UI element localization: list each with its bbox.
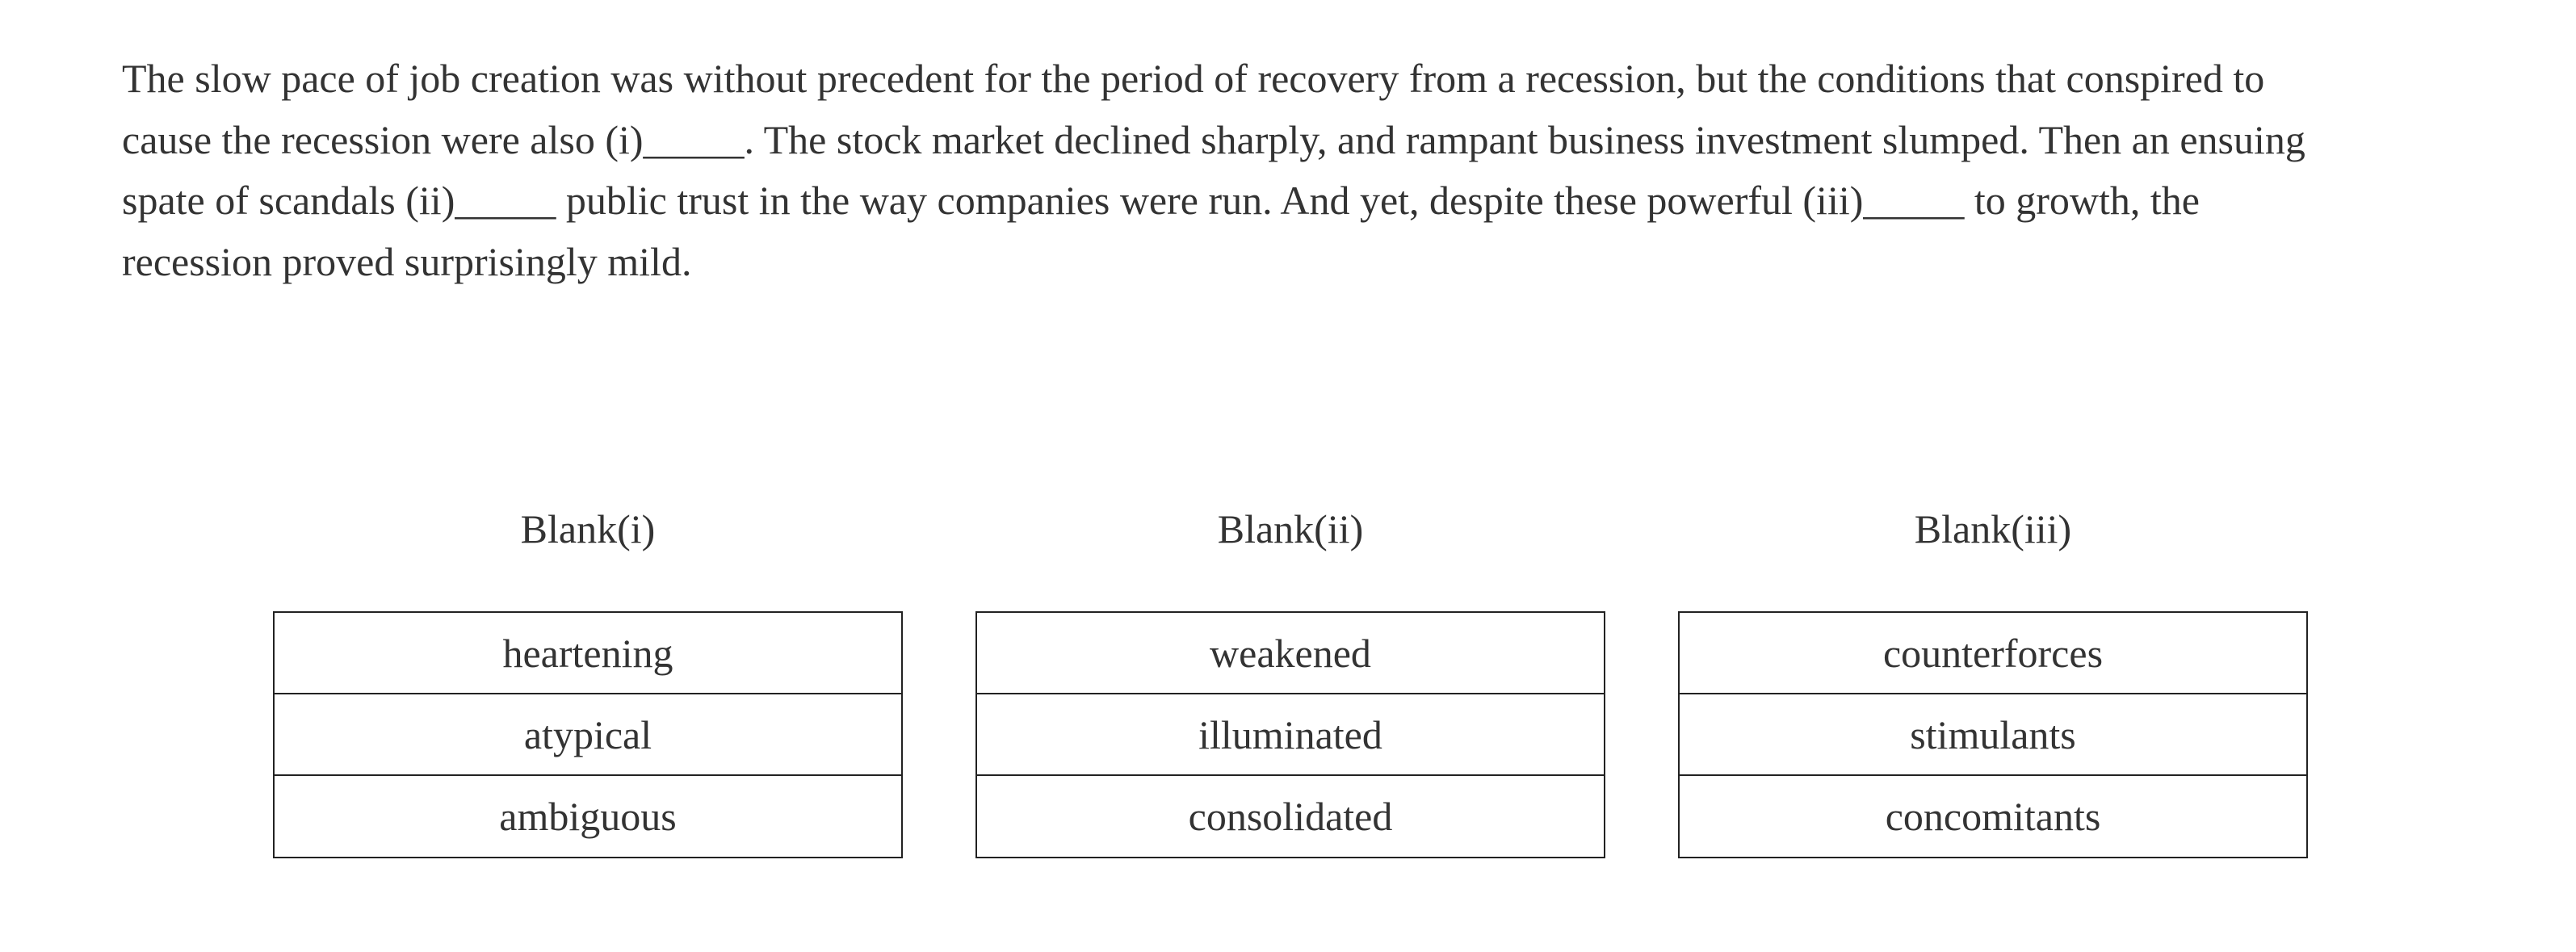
passage-line-3: spate of scandals (ii)_____ public trust in the way companies were run. And yet, despite these powerful (iii)_____ to growth, the bbox=[122, 178, 2200, 223]
blank-ii-option-weakened[interactable]: weakened bbox=[977, 613, 1604, 694]
blank-ii-option-illuminated[interactable]: illuminated bbox=[977, 694, 1604, 776]
blank-iii-option-counterforces[interactable]: counterforces bbox=[1680, 613, 2306, 694]
blank-iii-header: Blank(iii) bbox=[1914, 506, 2072, 551]
blank-iii-options bbox=[1678, 611, 2308, 858]
blank-iii-group bbox=[1678, 501, 2308, 839]
blank-ii-option-consolidated[interactable]: consolidated bbox=[1188, 794, 1393, 839]
blank-ii-header: Blank(ii) bbox=[1217, 506, 1364, 551]
blank-iii-option-stimulants[interactable]: stimulants bbox=[1680, 694, 2306, 776]
blank-i-option-atypical[interactable]: atypical bbox=[275, 694, 901, 776]
blank-ii-options bbox=[975, 611, 1605, 858]
blank-i-group bbox=[273, 501, 903, 839]
blank-i-header: Blank(i) bbox=[520, 506, 656, 551]
blank-i-option-ambiguous[interactable]: ambiguous bbox=[499, 794, 677, 839]
blank-ii-group bbox=[975, 501, 1605, 839]
passage-line-4: recession proved surprisingly mild. bbox=[122, 238, 692, 284]
passage-line-2: cause the recession were also (i)_____. The stock market declined sharply, and rampant business investment slumped. Then an ensuing bbox=[122, 116, 2305, 162]
blank-i-options bbox=[273, 611, 903, 858]
blank-i-option-heartening[interactable]: heartening bbox=[275, 613, 901, 694]
passage-line-1: The slow pace of job creation was without precedent for the period of recovery from a recession, but the conditions that conspired to bbox=[122, 56, 2265, 101]
blank-iii-option-concomitants[interactable]: concomitants bbox=[1885, 794, 2101, 839]
question-passage bbox=[122, 48, 2464, 292]
